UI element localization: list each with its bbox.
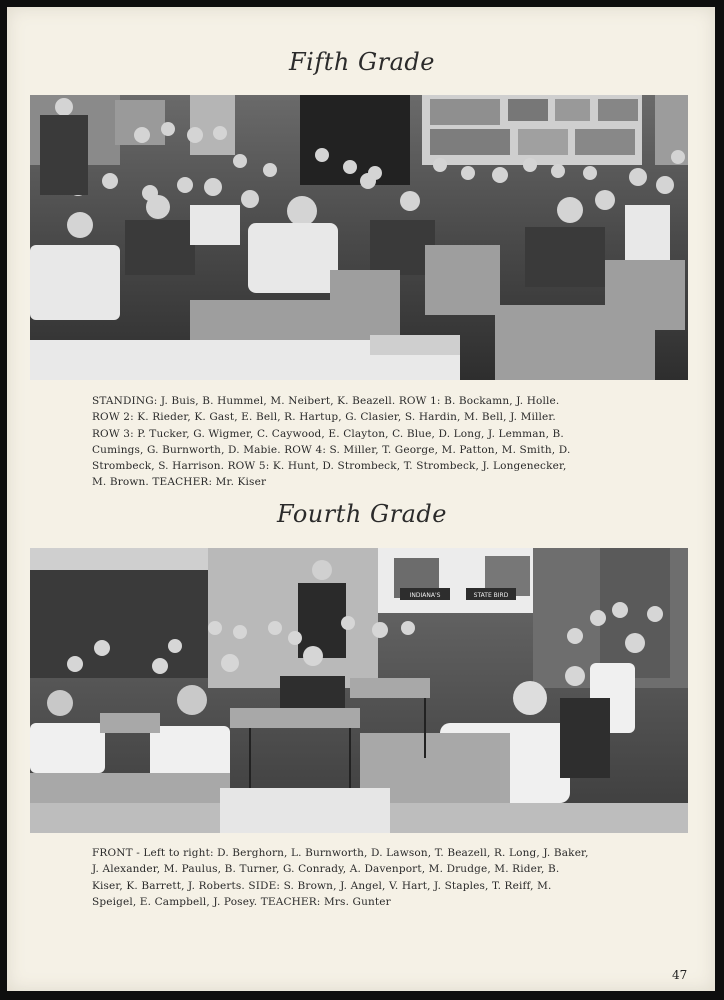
caption-line: J. Alexander, M. Paulus, B. Turner, G. Conrady, A. Davenport, M. Drudge, M. Rider, B. bbox=[92, 863, 560, 876]
page-number: 47 bbox=[672, 968, 688, 982]
sign-indianas: INDIANA'S bbox=[409, 592, 441, 599]
caption-line: Kiser, K. Barrett, J. Roberts. SIDE: S. Brown, J. Angel, V. Hart, J. Staples, T. Reiff, M. bbox=[92, 879, 552, 892]
caption-line: FRONT - Left to right: D. Berghorn, L. Burnworth, D. Lawson, T. Beazell, R. Long, J. Baker, bbox=[92, 847, 589, 859]
caption-line: ROW 3: P. Tucker, G. Wigmer, C. Caywood, E. Clayton, C. Blue, D. Long, J. Lemman, B. bbox=[92, 427, 564, 440]
fifth-grade-caption bbox=[92, 393, 632, 491]
fifth-grade-title: Fifth Grade bbox=[289, 48, 435, 76]
fourth-grade-caption bbox=[92, 845, 632, 910]
caption-line: STANDING: J. Buis, B. Hummel, M. Neibert, K. Beazell. ROW 1: B. Bockamn, J. Holle. bbox=[92, 395, 560, 407]
caption-line: M. Brown. TEACHER: Mr. Kiser bbox=[92, 476, 267, 489]
caption-line: ROW 2: K. Rieder, K. Gast, E. Bell, R. Hartup, G. Clasier, S. Hardin, M. Bell, J. Miller. bbox=[92, 411, 556, 424]
fifth-grade-class-photo bbox=[30, 95, 688, 380]
fourth-grade-title: Fourth Grade bbox=[277, 500, 447, 528]
sign-state-bird: STATE BIRD bbox=[473, 592, 509, 599]
caption-line: Strombeck, S. Harrison. ROW 5: K. Hunt, D. Strombeck, T. Strombeck, J. Longenecker, bbox=[92, 460, 567, 473]
caption-line: Cumings, G. Burnworth, D. Mabie. ROW 4: S. Miller, T. George, M. Patton, M. Smith, D. bbox=[92, 443, 571, 456]
caption-line: Speigel, E. Campbell, J. Posey. TEACHER: Mrs. Gunter bbox=[92, 895, 391, 908]
fourth-grade-class-photo bbox=[30, 548, 688, 833]
